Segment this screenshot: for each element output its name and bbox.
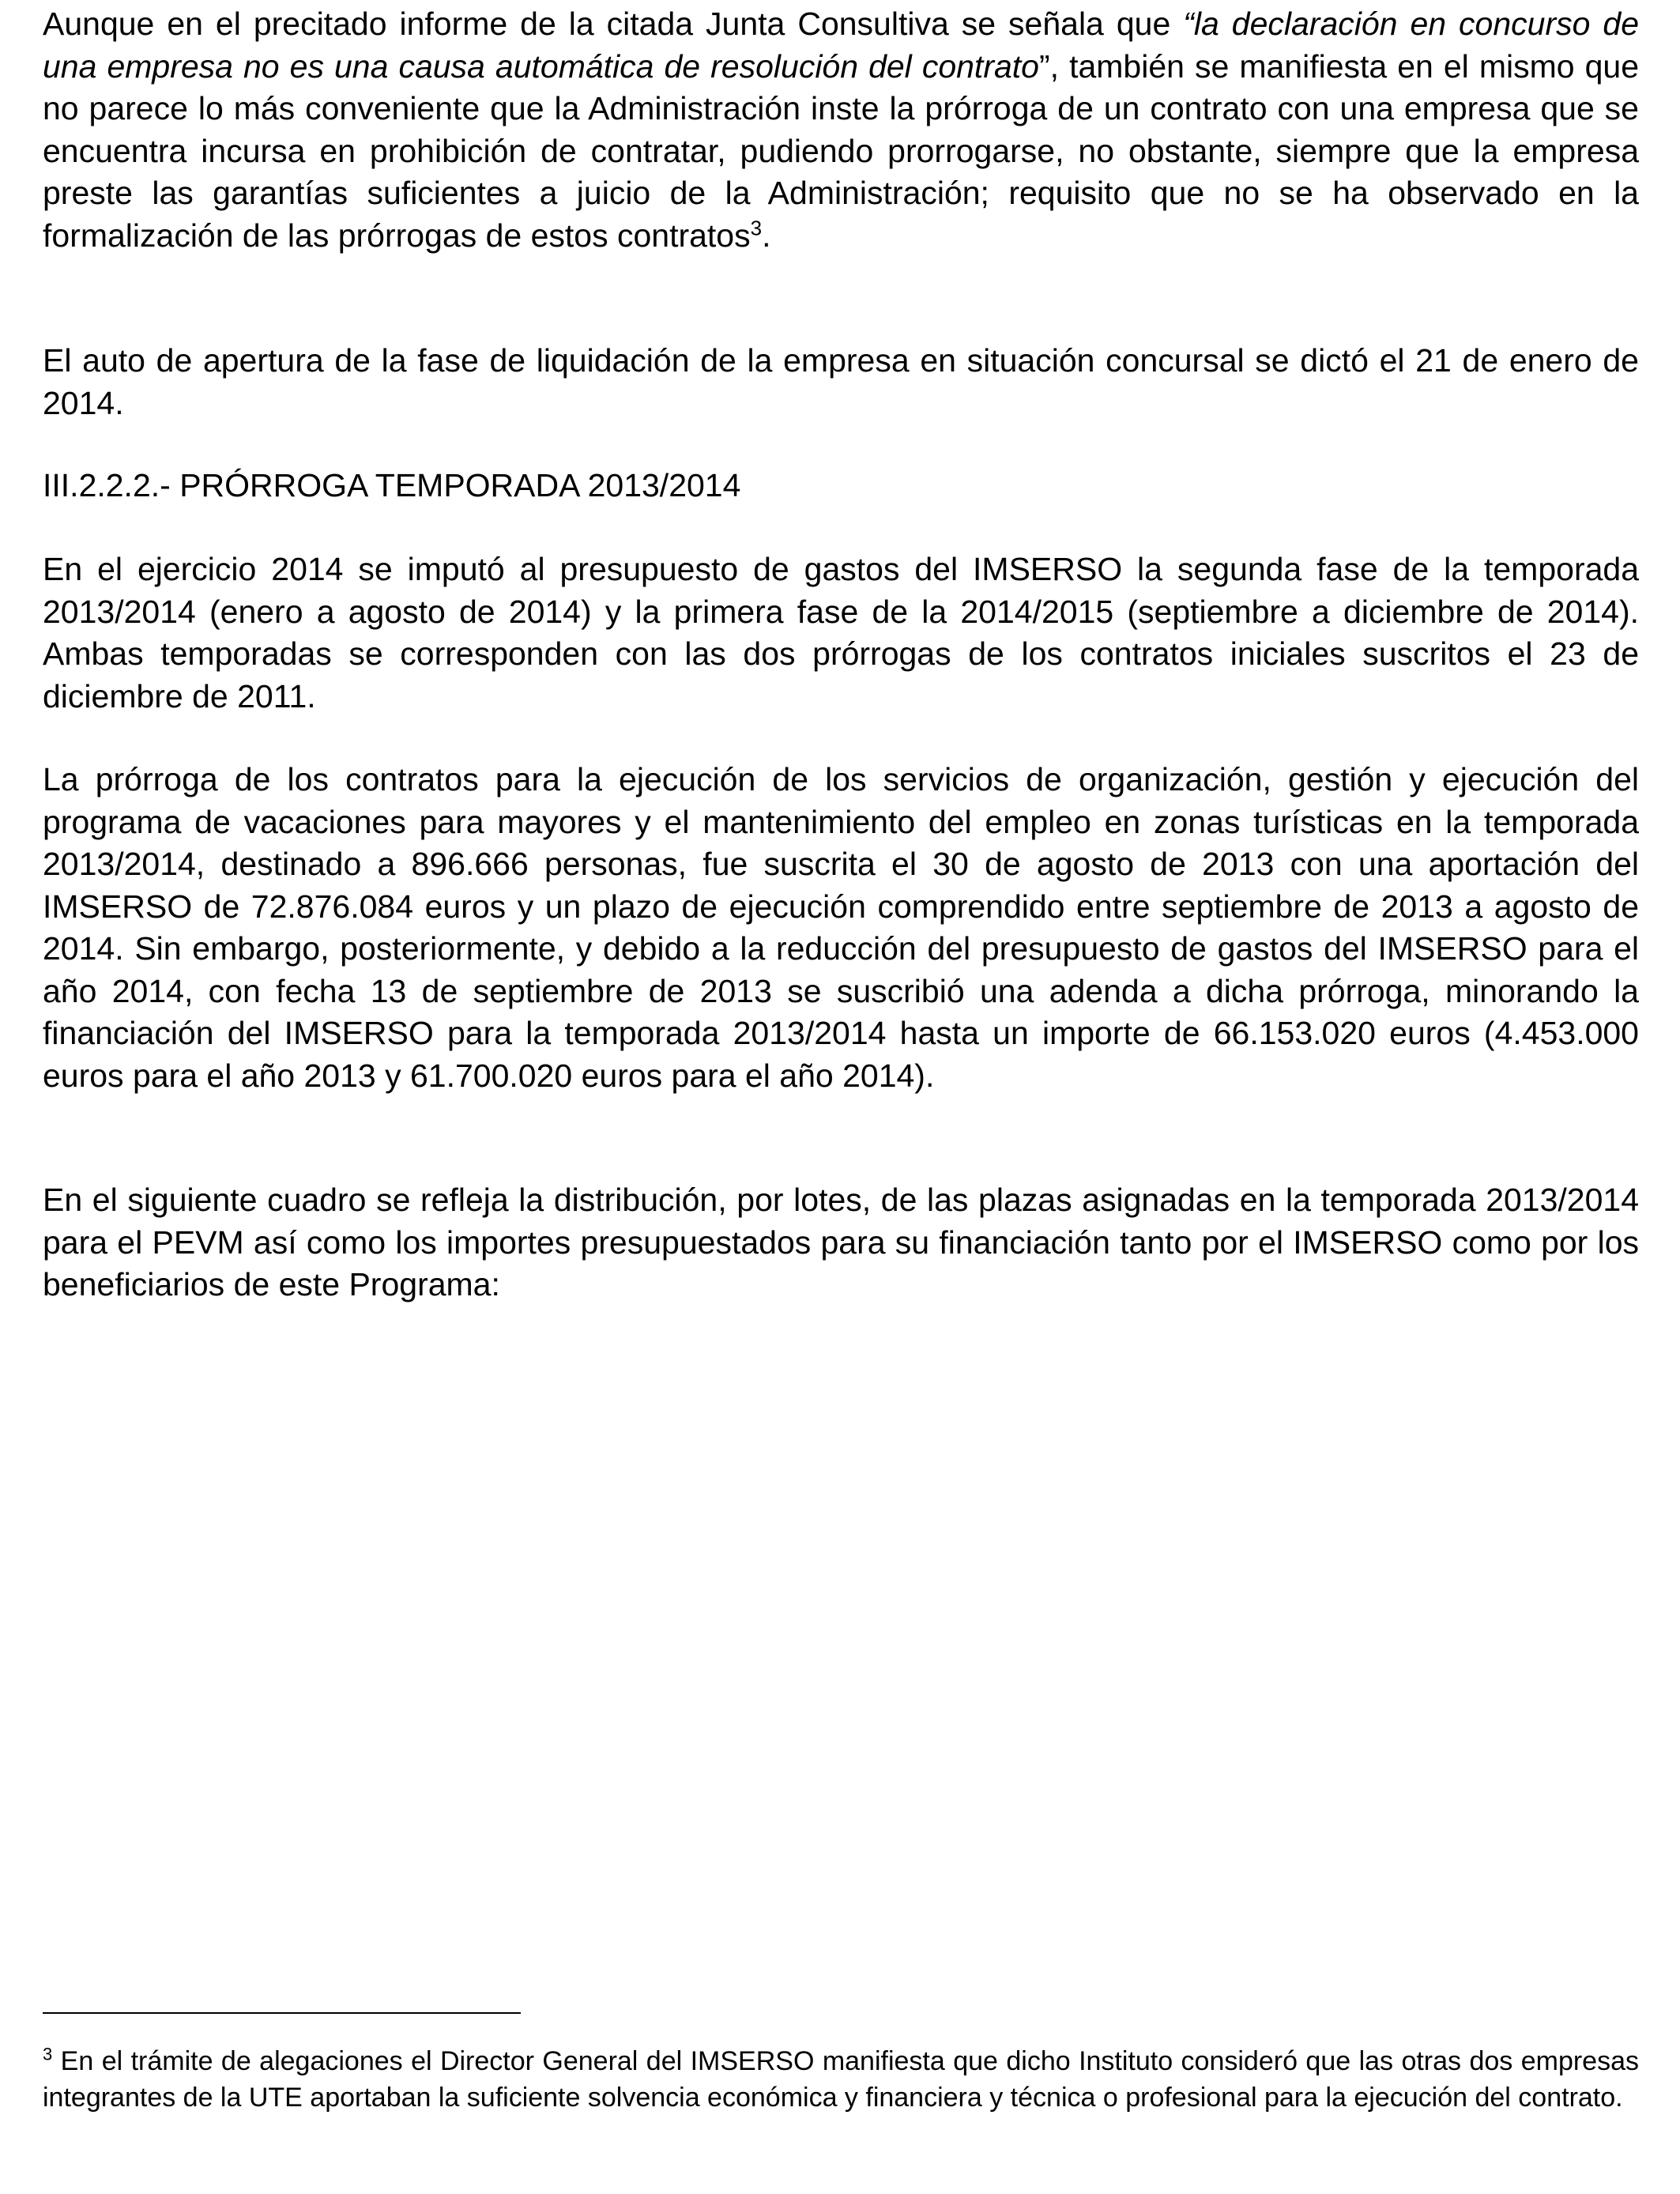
paragraph-text: ”, también se manifiesta en el mismo que no parece lo más conveniente que la Administración inste la prórroga de un contrato con una empresa que se encuentra incursa en prohibición de contratar, pudiendo prorrogarse, no obstante, siempre que la empresa preste las garantías suficientes a juicio de la Administración; requisito que no se ha observado en la formalización de las prórrogas de estos contratos: [43, 47, 1639, 254]
footnote-separator: [43, 2012, 521, 2014]
paragraph-auto-apertura: El auto de apertura de la fase de liquidación de la empresa en situación concursal se dictó el 21 de enero de 2014.: [43, 342, 1639, 421]
footnote: [43, 2044, 1639, 2116]
section-heading: III.2.2.2.- PRÓRROGA TEMPORADA 2013/2014: [43, 467, 741, 503]
paragraph-ejercicio-2014: En el ejercicio 2014 se imputó al presupuesto de gastos del IMSERSO la segunda fase de la temporada 2013/2014 (enero a agosto de 2014) y la primera fase de la 2014/2015 (septiembre a diciembre de 2014). Ambas temporadas se corresponden con las dos prórrogas de los contratos iniciales suscritos el 23 de diciembre de 2011.: [43, 551, 1639, 714]
paragraph-prorroga-contratos: La prórroga de los contratos para la ejecución de los servicios de organización, gestión y ejecución del programa de vacaciones para mayores y el mantenimiento del empleo en zonas turísticas en la temporada 2013/2014, destinado a 896.666 personas, fue suscrita el 30 de agosto de 2013 con una aportación del IMSERSO de 72.876.084 euros y un plazo de ejecución comprendido entre septiembre de 2013 a agosto de 2014. Sin embargo, posteriormente, y debido a la reducción del presupuesto de gastos del IMSERSO para el año 2014, con fecha 13 de septiembre de 2013 se suscribió una adenda a dicha prórroga, minorando la financiación del IMSERSO para la temporada 2013/2014 hasta un importe de 66.153.020 euros (4.453.000 euros para el año 2013 y 61.700.020 euros para el año 2014).: [43, 761, 1639, 1094]
footnote-text: En el trámite de alegaciones el Director General del IMSERSO manifiesta que dicho Instituto consideró que las otras dos empresas integrantes de la UTE aportaban la suficiente solvencia económica y financiera y técnica o profesional para la ejecución del contrato.: [43, 2046, 1639, 2113]
footnote-reference[interactable]: 3: [750, 215, 763, 239]
footnote-number: 3: [43, 2044, 53, 2064]
paragraph-cuadro-intro: En el siguiente cuadro se refleja la distribución, por lotes, de las plazas asignadas en la temporada 2013/2014 para el PEVM así como los importes presupuestados para su financiación tanto por el IMSERSO como por los beneficiarios de este Programa:: [43, 1182, 1639, 1302]
quoted-text: “la declaración en concurso de una empresa no es una causa automática de resolución del contrato: [43, 6, 1639, 85]
paragraph-junta-consultiva: [43, 3, 1639, 257]
paragraph-text: Aunque en el precitado informe de la citada Junta Consultiva se señala que: [43, 6, 1184, 42]
paragraph-text: .: [762, 217, 771, 254]
